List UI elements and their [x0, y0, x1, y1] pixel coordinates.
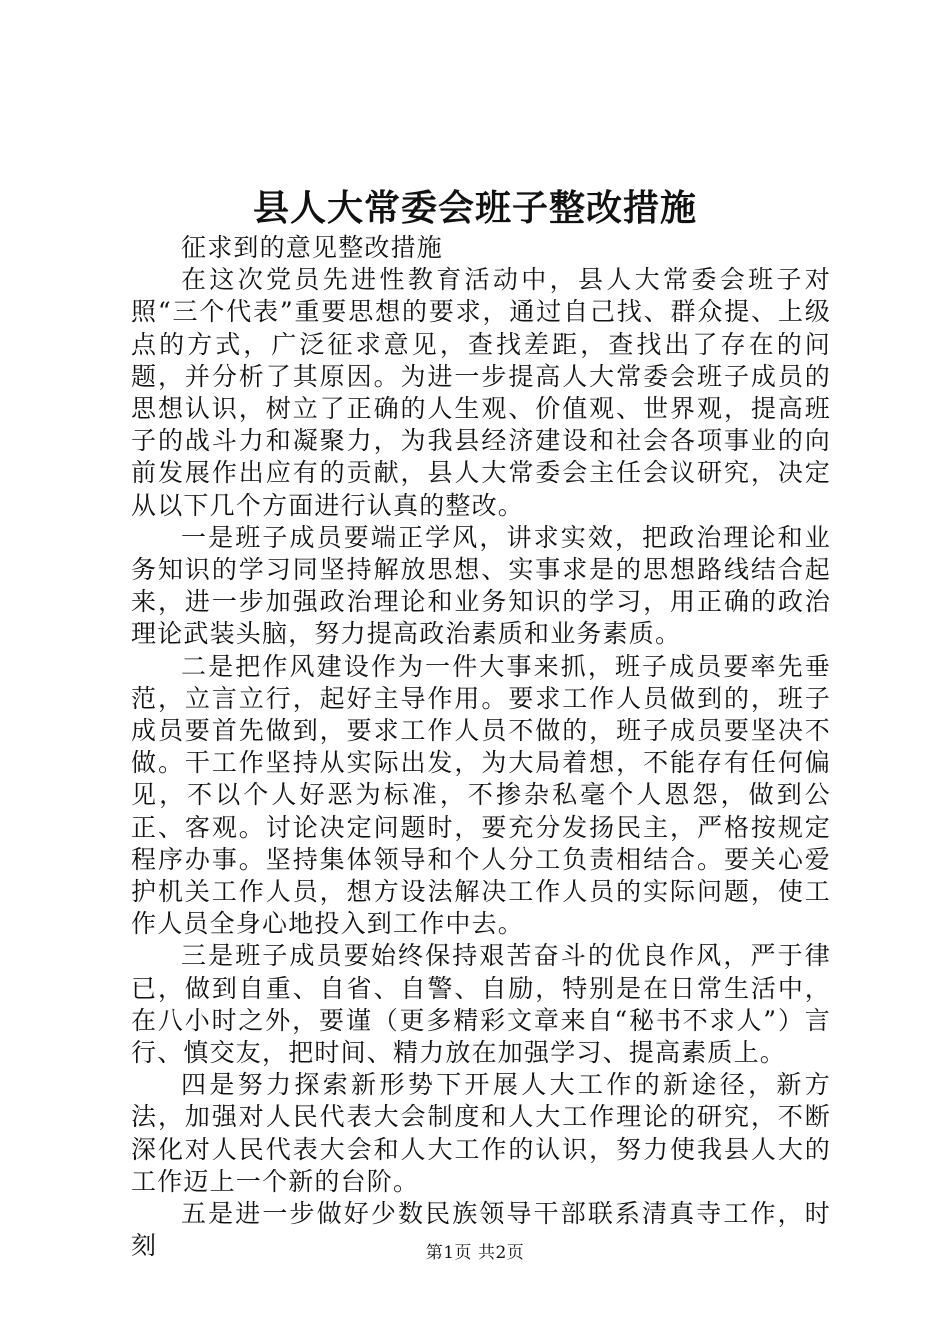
paragraph-point-5: 五是进一步做好少数民族领导干部联系清真寺工作，时刻: [131, 1199, 831, 1261]
page-number-footer: 第1页 共2页: [425, 1243, 525, 1263]
paragraph-intro: 在这次党员先进性教育活动中，县人大常委会班子对照“三个代表”重要思想的要求，通过自己找、群众提、上级点的方式，广泛征求意见，查找差距，查找出了存在的问题，并分析了其原因。为进一步提高人大常委会班子成员的思想认识，树立了正确的人生观、价值观、世界观，提高班子的战斗力和凝聚力，为我县经济建设和社会各项事业的向前发展作出应有的贡献，县人大常委会主任会议研究，决定从以下几个方面进行认真的整改。: [131, 265, 831, 520]
document-title: 县人大常委会班子整改措施: [252, 187, 697, 229]
subheading: 征求到的意见整改措施: [181, 233, 444, 262]
paragraph-point-1: 一是班子成员要端正学风，讲求实效，把政治理论和业务知识的学习同坚持解放思想、实事求是的思想路线结合起来，进一步加强政治理论和业务知识的学习，用正确的政治理论武装头脑，努力提高政治素质和业务素质。: [131, 522, 831, 649]
document-body: [131, 232, 831, 1263]
paragraph-point-2: 二是把作风建设作为一件大事来抓，班子成员要率先垂范，立言立行，起好主导作用。要求工作人员做到的，班子成员要首先做到，要求工作人员不做的，班子成员要坚决不做。干工作坚持从实际出发，为大局着想，不能存有任何偏见，不以个人好恶为标准，不掺杂私毫个人恩怨，做到公正、客观。讨论决定问题时，要充分发扬民主，严格按规定程序办事。坚持集体领导和个人分工负责相结合。要关心爱护机关工作人员，想方设法解决工作人员的实际问题，使工作人员全身心地投入到工作中去。: [131, 651, 831, 939]
paragraph-point-4: 四是努力探索新形势下开展人大工作的新途径，新方法，加强对人民代表大会制度和人大工作理论的研究，不断深化对人民代表大会和人大工作的认识，努力使我县人大的工作迈上一个新的台阶。: [131, 1070, 831, 1196]
paragraph-point-3: 三是班子成员要始终保持艰苦奋斗的优良作风，严于律已，做到自重、自省、自警、自励，特别是在日常生活中，在八小时之外，要谨（更多精彩文章来自“秘书不求人”）言行、慎交友，把时间、精力放在加强学习、提高素质上。: [131, 941, 831, 1068]
